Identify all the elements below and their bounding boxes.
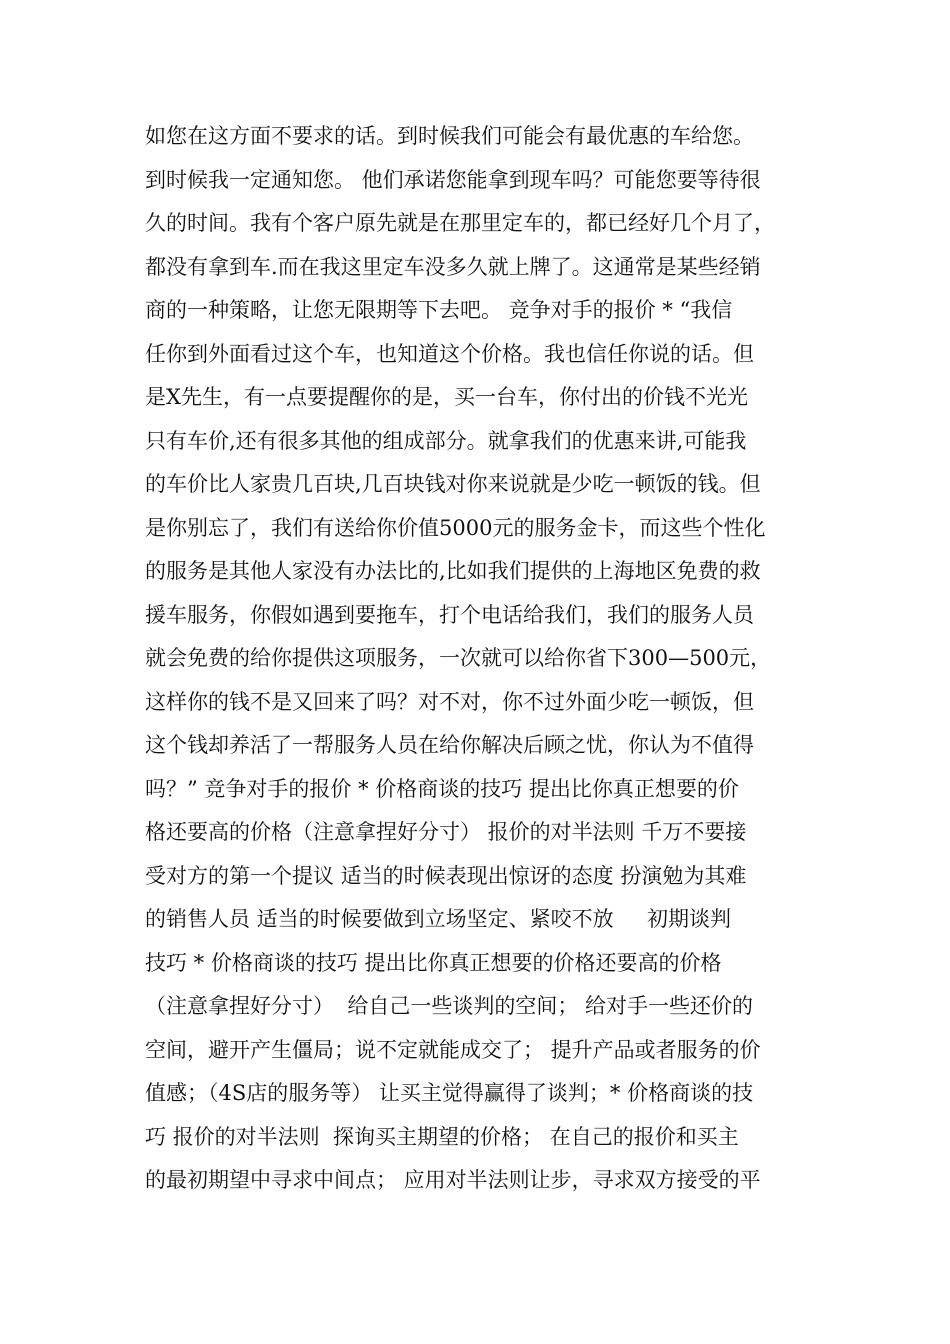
text-line: 受对方的第一个提议 适当的时候表现出惊讶的态度 扮演勉为其难 (145, 863, 747, 888)
text-line: 吗？” 竞争对手的报价 * 价格商谈的技巧 提出比你真正想要的价 (145, 776, 739, 801)
text-line: 到时候我一定通知您。 他们承诺您能拿到现车吗？可能您要等待很 (145, 167, 761, 192)
text-line: 的车价比人家贵几百块,几百块钱对你来说就是少吃一顿饭的钱。但 (145, 472, 761, 496)
text-line: 如您在这方面不要求的话。到时候我们可能会有最优惠的车给您。 (145, 124, 754, 148)
text-line: 技巧 * 价格商谈的技巧 提出比你真正想要的价格还要高的价格 (145, 950, 722, 975)
text-line: 格还要高的价格（注意拿捏好分寸） 报价的对半法则 千万不要接 (145, 820, 747, 844)
text-line: 是你别忘了，我们有送给你价值5000元的服务金卡，而这些个性化 (145, 515, 766, 540)
text-line: 的最初期望中寻求中间点； 应用对半法则让步，寻求双方接受的平 (145, 1168, 761, 1192)
text-line: 商的一种策略，让您无限期等下去吧。 竞争对手的报价 * “我信 (145, 298, 733, 322)
text-line: 久的时间。我有个客户原先就是在那里定车的，都已经好几个月了， (145, 211, 775, 235)
text-line: 巧 报价的对半法则 探询买主期望的价格； 在自己的报价和买主 (145, 1124, 739, 1149)
text-line: 这个钱却养活了一帮服务人员在给你解决后顾之忧，你认为不值得 (145, 733, 754, 757)
text-line: （注意拿捏好分寸） 给自己一些谈判的空间； 给对手一些还价的 (145, 994, 754, 1018)
text-line: 这样你的钱不是又回来了吗？对不对，你不过外面少吃一顿饭，但 (145, 689, 754, 714)
text-line: 都没有拿到车.而在我这里定车没多久就上牌了。这通常是某些经销 (145, 254, 761, 279)
text-line: 只有车价,还有很多其他的组成部分。就拿我们的优惠来讲,可能我 (145, 428, 747, 453)
text-line: 值感；（4S店的服务等） 让买主觉得赢得了谈判；* 价格商谈的技 (145, 1081, 754, 1105)
text-line: 就会免费的给你提供这项服务，一次就可以给你省下300—500元， (145, 646, 772, 670)
document-body-text (145, 115, 835, 1203)
text-line: 空间，避开产生僵局；说不定就能成交了； 提升产品或者服务的价 (145, 1037, 761, 1062)
text-line: 的服务是其他人家没有办法比的,比如我们提供的上海地区免费的救 (145, 559, 761, 583)
text-line: 的销售人员 适当的时候要做到立场坚定、紧咬不放 初期谈判 (145, 907, 732, 931)
text-line: 任你到外面看过这个车，也知道这个价格。我也信任你说的话。但 (145, 341, 754, 366)
text-line: 是X先生，有一点要提醒你的是，买一台车，你付出的价钱不光光 (145, 385, 748, 409)
text-line: 援车服务，你假如遇到要拖车，打个电话给我们，我们的服务人员 (145, 602, 754, 627)
